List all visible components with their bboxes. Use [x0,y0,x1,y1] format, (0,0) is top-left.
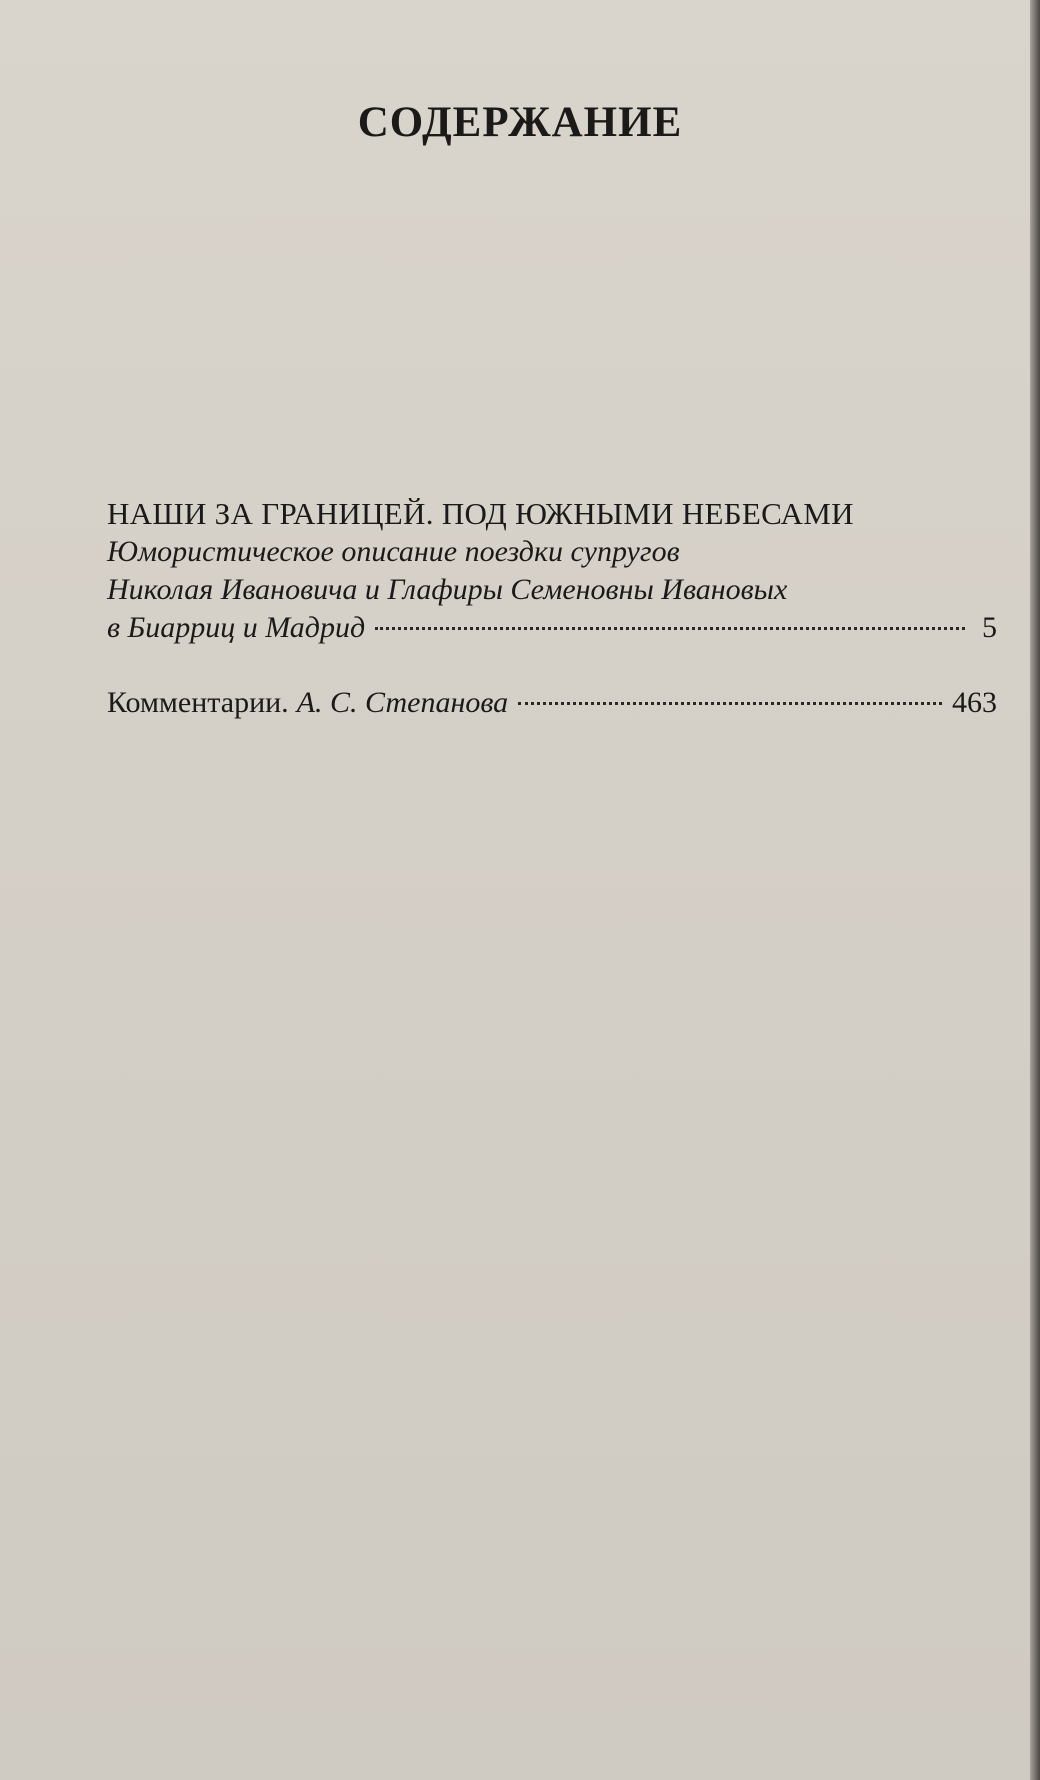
toc-entry-label: Комментарии. [107,686,289,719]
page-edge-shadow [1030,0,1040,1780]
dot-leader [518,702,942,705]
dot-leader [375,627,965,630]
toc-page-number: 463 [952,686,997,719]
toc-page-number: 5 [982,611,997,644]
toc-entry-subtitle-line-2: Николая Ивановича и Глафиры Семеновны Ивановых [107,573,788,606]
table-of-contents [107,495,997,722]
toc-entry-last-line [107,609,997,647]
toc-entry-subtitle-line-3: в Биарриц и Мадрид [107,611,366,644]
toc-entry-subtitle-line-1: Юмористическое описание поездки супругов [107,535,680,568]
toc-entry-line [107,684,997,722]
toc-entry-title: НАШИ ЗА ГРАНИЦЕЙ. ПОД ЮЖНЫМИ НЕБЕСАМИ [107,496,854,531]
page-title: СОДЕРЖАНИЕ [357,99,683,146]
toc-entry-main-text[interactable] [107,495,997,647]
toc-entry-author: А. С. Степанова [296,686,509,719]
toc-entry-commentary[interactable] [107,684,997,722]
